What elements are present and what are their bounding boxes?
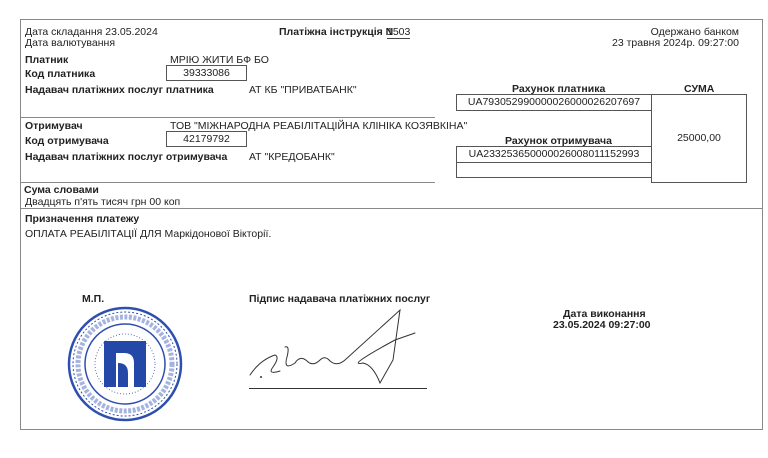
amount-words-label: Сума словами — [24, 184, 99, 196]
signature-label: Підпис надавача платіжних послуг — [249, 293, 431, 305]
payer-account-label: Рахунок платника — [512, 83, 606, 95]
payer-code-label: Код платника — [25, 68, 96, 80]
payer-label: Платник — [25, 54, 69, 66]
recipient-account-label: Рахунок отримувача — [505, 135, 612, 147]
recipient-bank-label: Надавач платіжних послуг отримувача — [25, 151, 228, 163]
recipient-label: Отримувач — [25, 120, 83, 132]
payer-bank: АТ КБ "ПРИВАТБАНК" — [249, 84, 357, 96]
recipient-bank: АТ "КРЕДОБАНК" — [249, 151, 335, 163]
recipient-account: UA233253650000026008011152993 — [456, 146, 652, 163]
recipient-account-extra — [456, 162, 652, 178]
instruction-label: Платіжна інструкція N — [279, 26, 394, 38]
execution-label: Дата виконання — [563, 308, 646, 320]
date-created: Дата складання 23.05.2024 — [25, 26, 158, 38]
received-label: Одержано банком — [650, 26, 739, 38]
divider — [20, 182, 435, 183]
divider — [20, 208, 763, 209]
purpose-label: Призначення платежу — [25, 213, 140, 225]
amount-label: СУМА — [684, 83, 715, 95]
stamp-label: М.П. — [82, 293, 105, 305]
recipient-name: ТОВ "МІЖНАРОДНА РЕАБІЛІТАЦІЙНА КЛІНІКА КОЗЯВКІНА" — [170, 120, 468, 132]
payer-code: 39333086 — [166, 65, 247, 81]
payer-account: UA793052990000026000026207697 — [456, 94, 652, 111]
value-date-label: Дата валютування — [25, 37, 115, 49]
signature-line — [249, 388, 427, 389]
divider — [20, 117, 435, 118]
amount-value: 25000,00 — [651, 94, 747, 183]
received-datetime: 23 травня 2024р. 09:27:00 — [612, 37, 739, 49]
payer-bank-label: Надавач платіжних послуг платника — [25, 84, 214, 96]
payer-name: МРІЮ ЖИТИ БФ БО — [170, 54, 269, 66]
purpose-value: ОПЛАТА РЕАБІЛІТАЦІЇ ДЛЯ Маркідонової Вікторії. — [25, 228, 272, 240]
amount-words-value: Двадцять п'ять тисяч грн 00 коп — [25, 196, 181, 208]
bank-stamp-icon — [66, 305, 184, 423]
signature-icon — [245, 305, 425, 390]
recipient-code-label: Код отримувача — [25, 135, 109, 147]
recipient-code: 42179792 — [166, 131, 247, 147]
instruction-number: 1503 — [387, 26, 411, 38]
execution-datetime: 23.05.2024 09:27:00 — [553, 319, 651, 331]
